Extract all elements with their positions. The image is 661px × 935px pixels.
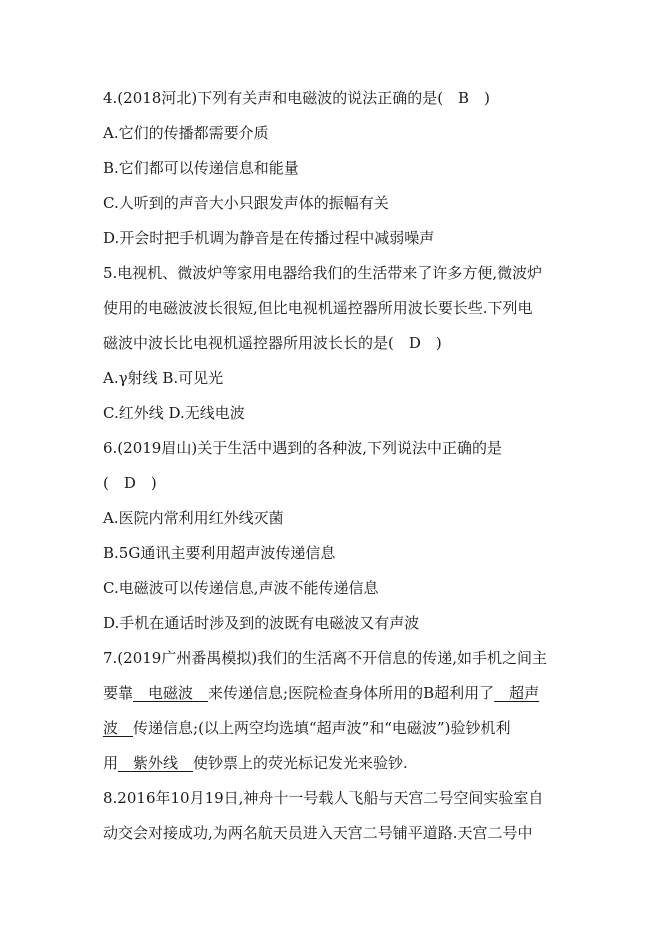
question-5-options-ab: A.γ射线 B.可见光 [103, 369, 224, 387]
answer-blank-1: 电磁波 [133, 684, 209, 702]
question-5-stem-line-2: 使用的电磁波波长很短,但比电视机遥控器所用波长要长些.下列电 [103, 299, 533, 317]
question-4-stem: 4.(2018河北)下列有关声和电磁波的说法正确的是( B ) [103, 89, 490, 107]
question-4-option-d: D.开会时把手机调为静音是在传播过程中减弱噪声 [103, 229, 435, 247]
question-5-stem-line-1: 5.电视机、微波炉等家用电器给我们的生活带来了许多方便,微波炉 [103, 264, 543, 282]
question-6-option-a: A.医院内常利用红外线灭菌 [103, 509, 284, 527]
question-4-option-c: C.人听到的声音大小只跟发声体的振幅有关 [103, 194, 389, 212]
question-6-option-b: B.5G通讯主要利用超声波传递信息 [103, 544, 336, 562]
question-5-stem-line-3: 磁波中波长比电视机遥控器所用波长长的是( D ) [103, 334, 442, 352]
question-7-text: 来传递信息;医院检查身体所用的B超利用了 [208, 684, 495, 702]
question-7-text: 要靠 [103, 684, 134, 702]
question-5-options-cd: C.红外线 D.无线电波 [103, 404, 245, 422]
answer-blank-3: 紫外线 [118, 754, 194, 772]
question-7-text: 使钞票上的荧光标记发光来验钞. [193, 754, 408, 772]
question-7-line-2 [103, 683, 539, 703]
question-7-text: 传递信息;(以上两空均选填“超声波”和“电磁波”)验钞机利 [133, 719, 511, 737]
question-7-text: 用 [103, 754, 119, 772]
answer-blank-2: 超声 [494, 684, 540, 702]
question-7-line-4 [103, 753, 408, 773]
question-6-option-c: C.电磁波可以传递信息,声波不能传递信息 [103, 579, 379, 597]
question-8-stem-line-2: 动交会对接成功,为两名航天员进入天宫二号铺平道路.天宫二号中 [103, 824, 533, 842]
question-6-stem-line-2: ( D ) [103, 474, 157, 492]
question-8-stem-line-1: 8.2016年10月19日,神舟十一号载人飞船与天宫二号空间实验室自 [103, 789, 544, 807]
question-6-option-d: D.手机在通话时涉及到的波既有电磁波又有声波 [103, 614, 420, 632]
question-7-line-1: 7.(2019广州番禺模拟)我们的生活离不开信息的传递,如手机之间主 [103, 649, 547, 667]
question-6-stem-line-1: 6.(2019眉山)关于生活中遇到的各种波,下列说法中正确的是 [103, 439, 502, 457]
question-4-option-b: B.它们都可以传递信息和能量 [103, 159, 299, 177]
question-4-option-a: A.它们的传播都需要介质 [103, 124, 269, 142]
question-7-line-3 [103, 718, 510, 738]
answer-blank-2-continued: 波 [103, 719, 134, 737]
